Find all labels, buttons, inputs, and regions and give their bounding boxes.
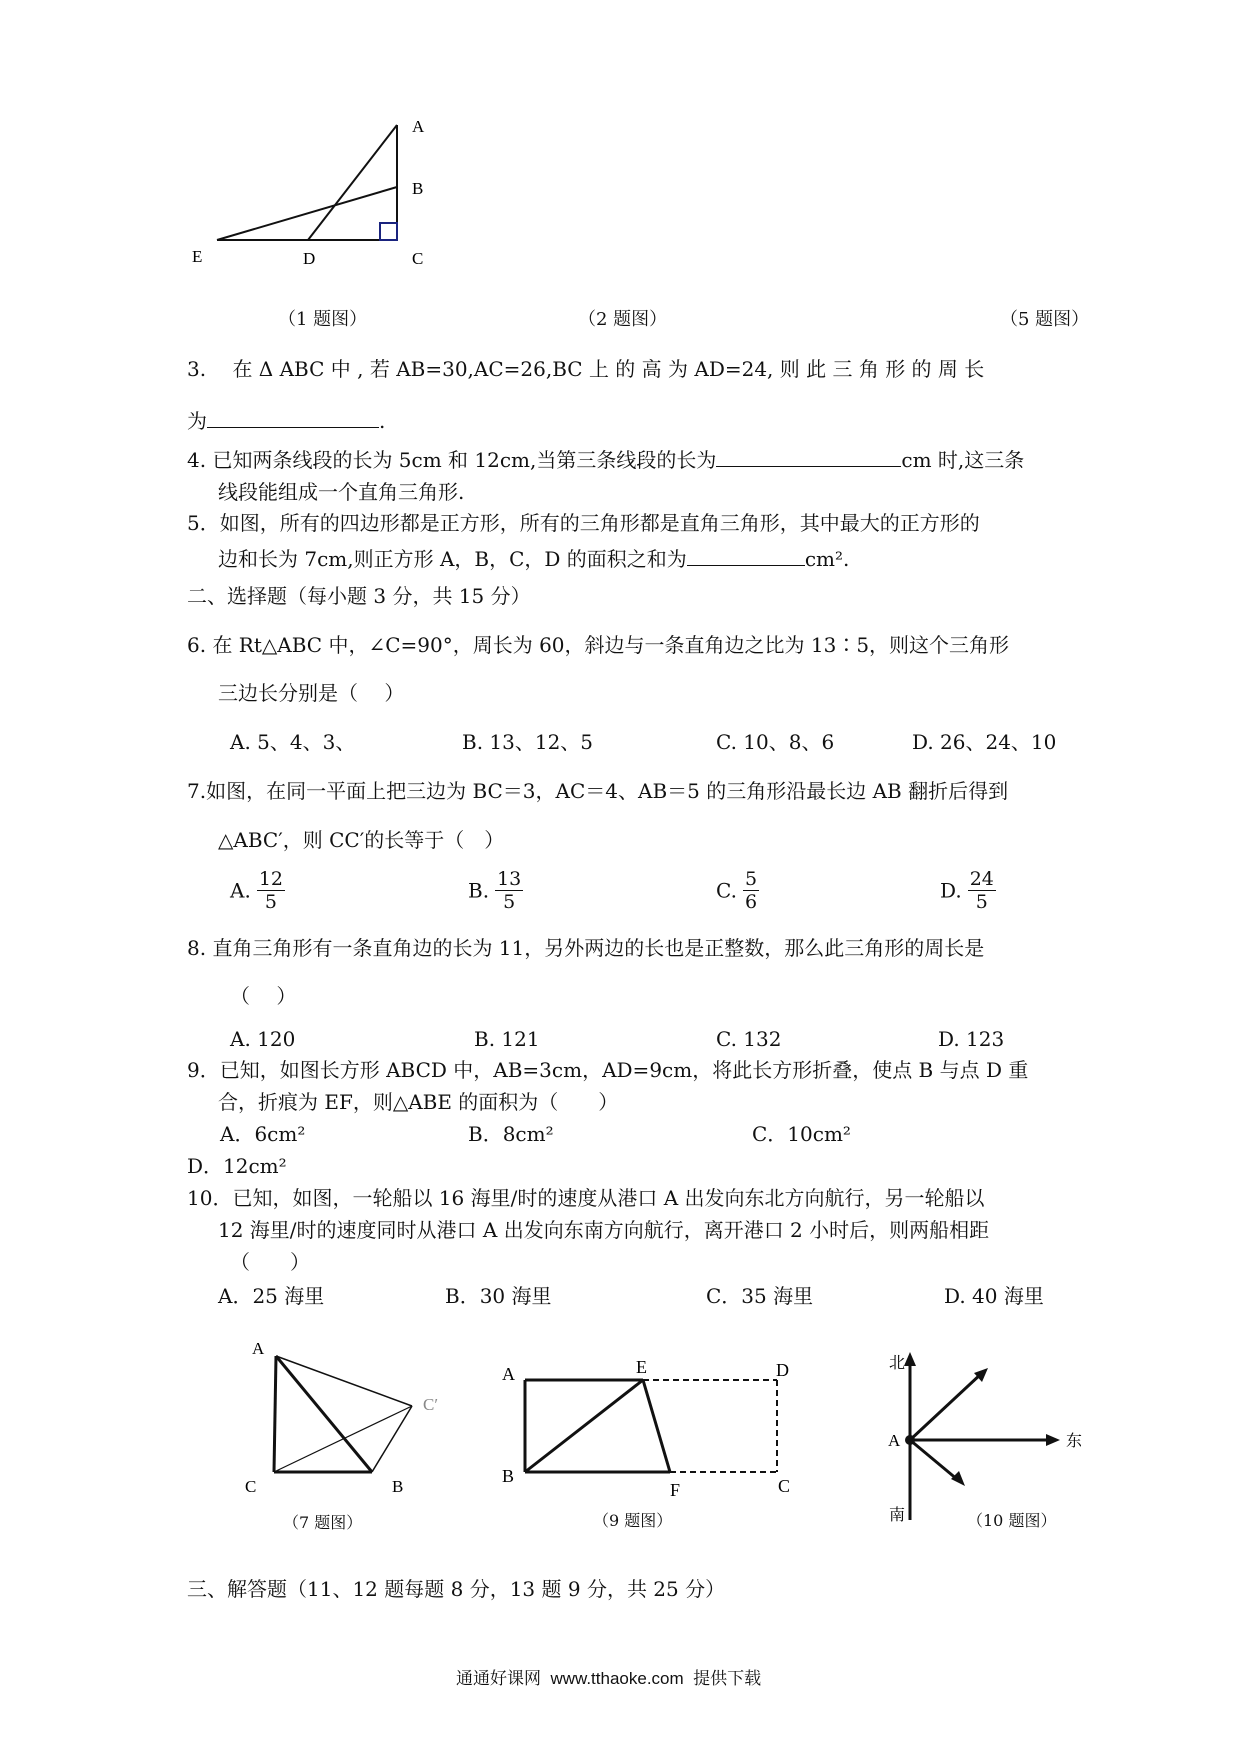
q4-line2: 线段能组成一个直角三角形. (218, 480, 465, 504)
q6-option-a[interactable]: A. 5、4、3、 (230, 730, 356, 754)
q4-answer-blank[interactable] (716, 444, 901, 467)
fig9-label-a: A (502, 1364, 515, 1384)
fig10-southeast-ray (910, 1440, 958, 1480)
q7-option-a-num: 12 (258, 868, 283, 890)
fig10-label-a: A (888, 1431, 901, 1450)
fig7-label-a: A (252, 1339, 265, 1358)
q6-option-b[interactable]: B. 13、12、5 (462, 730, 594, 754)
q7-option-c-fraction (743, 868, 759, 913)
q10-line1: 10．已知，如图，一轮船以 16 海里/时的速度从港口 A 出发向东北方向航行，另一轮船以 (187, 1186, 985, 1210)
q7-option-b-label: B. (468, 878, 490, 903)
fig9-line-be (525, 1380, 643, 1472)
q7-option-c-label: C. (716, 878, 737, 903)
q5-line1: 5．如图，所有的四边形都是正方形，所有的三角形都是直角三角形，其中最大的正方形的 (187, 511, 980, 535)
q3-prefix: 为 (187, 409, 207, 433)
q10-option-c[interactable]: C．35 海里 (706, 1284, 814, 1308)
q8-option-d[interactable]: D. 123 (938, 1027, 1005, 1051)
q7-line1: 7.如图，在同一平面上把三边为 BC＝3，AC＝4、AB＝5 的三角形沿最长边 AB 翻折后得到 (187, 779, 1009, 803)
q10-option-a[interactable]: A．25 海里 (218, 1284, 325, 1308)
fig9-line-ef (643, 1380, 670, 1472)
q9-option-b[interactable]: B．8cm² (468, 1122, 554, 1146)
q4-text-a: 4. 已知两条线段的长为 5cm 和 12cm,当第三条线段的长为 (187, 448, 717, 472)
fig10-port-point (905, 1435, 915, 1445)
fig7-caption: （7 题图） (283, 1513, 363, 1532)
q10-option-b[interactable]: B．30 海里 (445, 1284, 552, 1308)
q7-option-a-label: A. (230, 878, 251, 903)
fig10-caption: （10 题图） (967, 1511, 1057, 1530)
q6-line2: 三边长分别是（ ） (218, 681, 405, 705)
fig1-label-d: D (303, 249, 316, 268)
q8-line2: （ ） (230, 984, 297, 1008)
q6-line1: 6. 在 Rt△ABC 中，∠C=90°，周长为 60，斜边与一条直角边之比为 13∶5，则这个三角形 (187, 633, 1010, 657)
q7-option-c[interactable] (716, 868, 759, 913)
q7-option-d-num: 24 (969, 868, 994, 890)
q3-line2 (187, 405, 385, 435)
q8-option-b[interactable]: B. 121 (474, 1027, 540, 1051)
q5-line2 (218, 543, 849, 573)
q10-line2: 12 海里/时的速度同时从港口 A 出发向东南方向航行，离开港口 2 小时后，则两船相距 (218, 1218, 990, 1242)
q7-option-a-fraction (257, 868, 285, 913)
q5-text-a: 边和长为 7cm,则正方形 A，B，C，D 的面积之和为 (218, 547, 687, 571)
q4-line1 (187, 444, 1024, 474)
fig1-line-eb (217, 187, 397, 240)
fig9-label-f: F (670, 1480, 681, 1500)
q7-option-a[interactable] (230, 868, 285, 913)
fig10-label-south: 南 (889, 1507, 906, 1524)
q3-suffix: . (379, 409, 386, 433)
q7-option-b-fraction (495, 868, 523, 913)
fig10-north-arrowhead (904, 1352, 916, 1366)
q8-line1: 8. 直角三角形有一条直角边的长为 11，另外两边的长也是正整数，那么此三角形的周长是 (187, 936, 985, 960)
fig1-right-angle (380, 223, 397, 240)
q7-option-c-num: 5 (744, 868, 758, 890)
q6-option-d[interactable]: D. 26、24、10 (912, 730, 1057, 754)
q9-option-d[interactable]: D．12cm² (187, 1154, 287, 1178)
fig1-label-c: C (412, 249, 424, 268)
fig7-label-cprime: C′ (423, 1395, 439, 1414)
section2-heading: 二、选择题（每小题 3 分，共 15 分） (187, 584, 531, 608)
q9-option-c[interactable]: C．10cm² (752, 1122, 851, 1146)
figure-7 (240, 1330, 460, 1510)
q4-text-b: cm 时,这三条 (901, 448, 1025, 472)
q7-option-d[interactable] (940, 868, 996, 913)
figure-10 (870, 1330, 1100, 1530)
fig9-label-c: C (778, 1476, 791, 1496)
q7-line2: △ABC′，则 CC′的长等于（ ） (218, 828, 505, 852)
q5-answer-blank[interactable] (687, 543, 805, 566)
q7-option-b-den: 5 (503, 891, 516, 913)
section3-heading: 三、解答题（11、12 题每题 8 分，13 题 9 分，共 25 分） (187, 1577, 726, 1601)
q7-option-b[interactable] (468, 868, 523, 913)
fig1-label-e: E (192, 247, 203, 266)
fig7-label-b: B (392, 1477, 404, 1496)
fig9-label-d: D (776, 1360, 789, 1380)
footer: 通通好课网 www.tthaoke.com 提供下载 (456, 1669, 762, 1688)
q7-option-d-den: 5 (975, 891, 988, 913)
figure-9 (490, 1330, 820, 1510)
q5-text-b: cm². (804, 547, 850, 571)
fig9-label-b: B (502, 1466, 515, 1486)
fig10-northeast-ray (910, 1373, 982, 1440)
fig7-label-c: C (245, 1477, 257, 1496)
q10-option-d[interactable]: D. 40 海里 (944, 1284, 1044, 1308)
q8-option-a[interactable]: A. 120 (230, 1027, 296, 1051)
q9-option-a[interactable]: A．6cm² (220, 1122, 306, 1146)
fig9-caption: （9 题图） (593, 1511, 673, 1530)
fig1-label-b: B (412, 179, 424, 198)
q7-option-d-fraction (968, 868, 996, 913)
fig1-caption: （1 题图） (278, 309, 368, 330)
fig1-label-a: A (412, 117, 425, 136)
fig10-label-east: 东 (1066, 1433, 1083, 1450)
q7-option-b-num: 13 (497, 868, 522, 890)
fig5-caption: （5 题图） (1000, 309, 1090, 330)
fig9-label-e: E (636, 1357, 647, 1377)
fig10-east-arrowhead (1046, 1434, 1060, 1446)
figure-1 (180, 110, 440, 290)
q6-option-c[interactable]: C. 10、8、6 (716, 730, 835, 754)
q9-line2: 合，折痕为 EF，则△ABE 的面积为（ ） (218, 1090, 619, 1114)
fig10-label-north: 北 (889, 1355, 906, 1372)
q7-option-a-den: 5 (264, 891, 277, 913)
fig7-line-ac (274, 1356, 276, 1472)
fig10-southeast-arrowhead (951, 1471, 965, 1486)
q3-line1: 3. 在 Δ ABC 中 , 若 AB=30,AC=26,BC 上 的 高 为 AD=24, 则 此 三 角 形 的 周 长 (187, 357, 985, 381)
q8-option-c[interactable]: C. 132 (716, 1027, 782, 1051)
q7-option-d-label: D. (940, 878, 962, 903)
fig2-caption: （2 题图） (578, 309, 668, 330)
q7-option-c-den: 6 (744, 891, 758, 913)
q3-answer-blank[interactable] (207, 405, 379, 428)
q9-line1: 9．已知，如图长方形 ABCD 中，AB=3cm，AD=9cm，将此长方形折叠，使点 B 与点 D 重 (187, 1058, 1029, 1082)
q10-line3: （ ） (230, 1250, 310, 1274)
